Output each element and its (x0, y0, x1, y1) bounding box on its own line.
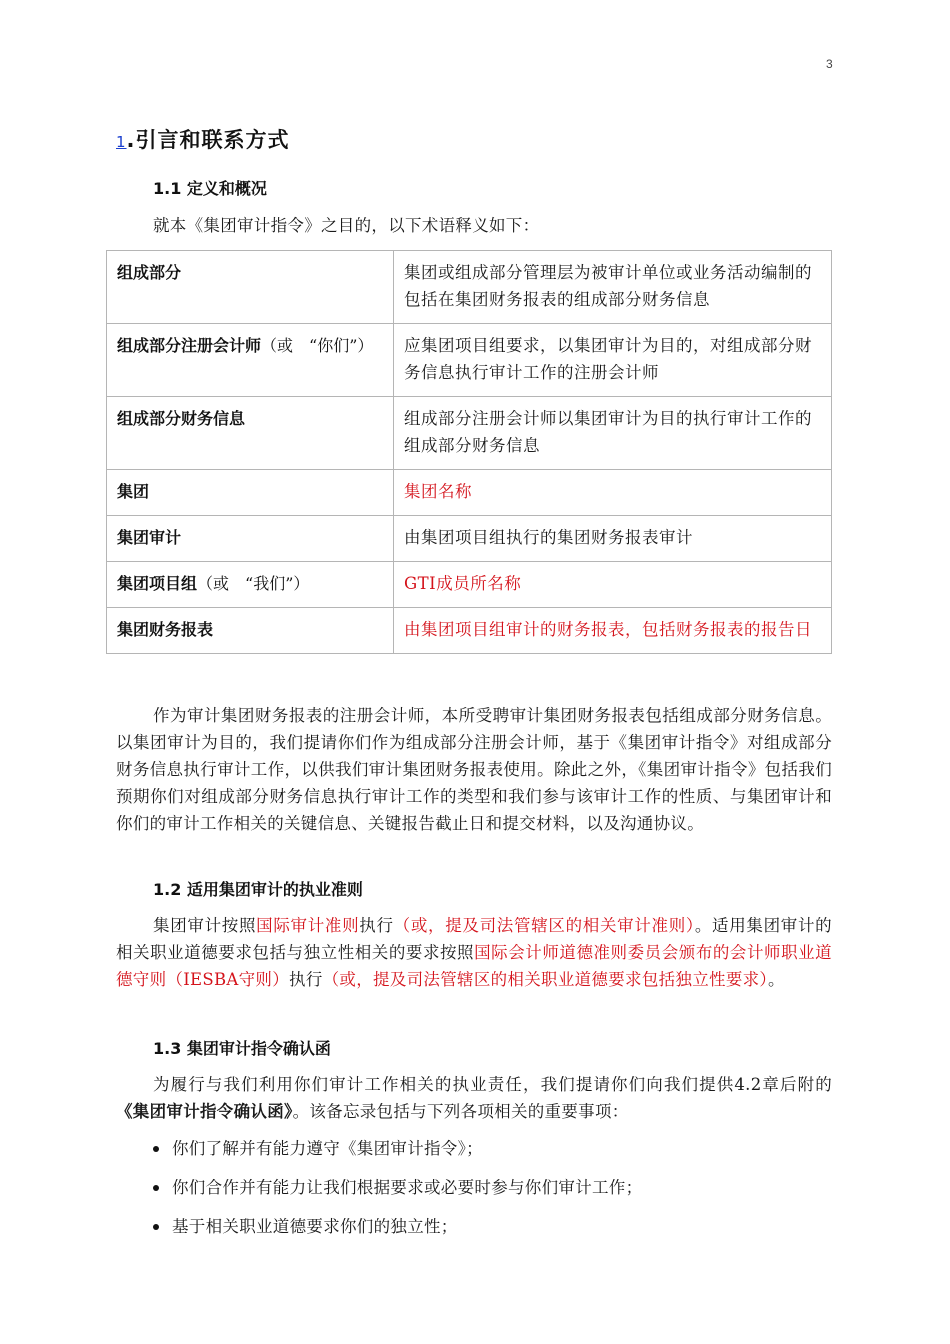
placeholder-text: （或，提及司法管辖区的相关审计准则） (393, 916, 695, 935)
requirements-list (150, 1135, 642, 1252)
page-number: 3 (826, 57, 833, 71)
placeholder-text: 国际审计准则 (256, 916, 360, 935)
text: 。适用集团审计的相关职业道德要求包括与独立性相关的要求按照 (116, 916, 832, 962)
definition-text: 组成部分注册会计师以集团审计为目的执行审计工作的组成部分财务信息 (394, 397, 832, 470)
text: 为履行与我们利用你们审计工作相关的执业责任，我们提请你们向我们提供4.2章后附的 (153, 1075, 832, 1094)
section-1-3-paragraph (116, 1071, 832, 1125)
bullet-icon (153, 1185, 159, 1191)
text: 。 (767, 970, 785, 989)
placeholder-text: 国际会计师道德准则委员会颁布的会计师职业道德守则（IESBA守则） (116, 943, 832, 989)
table-row (107, 251, 832, 324)
table-row (107, 516, 832, 562)
term-text: 集团 (117, 482, 150, 501)
definition-term (107, 397, 394, 470)
section-1-3-heading: 1.3 集团审计指令确认函 (153, 1039, 331, 1058)
text: 执行 (359, 916, 394, 935)
definition-text: GTI成员所名称 (394, 562, 832, 608)
table-row (107, 470, 832, 516)
definition-term (107, 470, 394, 516)
term-text: 集团项目组 (117, 574, 198, 593)
definitions-table (106, 250, 832, 654)
bold-text: 《集团审计指令确认函》 (116, 1102, 293, 1121)
section-1-2-heading: 1.2 适用集团审计的执业准则 (153, 880, 363, 899)
table-row (107, 397, 832, 470)
section-1-1-heading: 1.1 定义和概况 (153, 179, 267, 198)
text: 。该备忘录包括与下列各项相关的重要事项： (292, 1102, 629, 1121)
definition-text: 应集团项目组要求，以集团审计为目的，对组成部分财务信息执行审计工作的注册会计师 (394, 324, 832, 397)
definition-term (107, 516, 394, 562)
bullet-icon (153, 1224, 159, 1230)
section-1-1-intro: 就本《集团审计指令》之目的，以下术语释义如下： (153, 216, 540, 235)
definition-text: 集团名称 (394, 470, 832, 516)
term-text: 组成部分注册会计师 (117, 336, 262, 355)
term-text: 组成部分 (117, 263, 182, 282)
list-item-text: 你们了解并有能力遵守《集团审计指令》； (172, 1139, 483, 1158)
definition-text: 由集团项目组执行的集团财务报表审计 (394, 516, 832, 562)
term-text: 集团审计 (117, 528, 182, 547)
text: 执行 (289, 970, 323, 989)
definition-term (107, 324, 394, 397)
term-text: 集团财务报表 (117, 620, 214, 639)
table-row (107, 562, 832, 608)
section-1-title: .引言和联系方式 (126, 128, 290, 152)
definition-term (107, 251, 394, 324)
definition-term (107, 562, 394, 608)
table-row (107, 324, 832, 397)
section-1-2-paragraph (116, 912, 832, 993)
section-1-heading (116, 124, 290, 154)
list-item (150, 1213, 642, 1252)
placeholder-text: （或，提及司法管辖区的相关职业道德要求包括独立性要求） (322, 970, 768, 989)
list-item (150, 1174, 642, 1213)
list-item (150, 1135, 642, 1174)
definition-text: 由集团项目组审计的财务报表，包括财务报表的报告日 (394, 608, 832, 654)
term-note: （或 “你们”） (261, 336, 374, 355)
section-1-number-link[interactable]: 1 (116, 133, 127, 151)
table-row (107, 608, 832, 654)
term-text: 组成部分财务信息 (117, 409, 246, 428)
definition-text: 集团或组成部分管理层为被审计单位或业务活动编制的包括在集团财务报表的组成部分财务信息 (394, 251, 832, 324)
text: 集团审计按照 (153, 916, 257, 935)
list-item-text: 你们合作并有能力让我们根据要求或必要时参与你们审计工作； (172, 1178, 643, 1197)
paragraph-engagement: 作为审计集团财务报表的注册会计师，本所受聘审计集团财务报表包括组成部分财务信息。以集团审计为目的，我们提请你们作为组成部分注册会计师，基于《集团审计指令》对组成部分财务信息执行审计工作，以供我们审计集团财务报表使用。除此之外，《集团审计指令》包括我们预期你们对组成部分财务信息执行审计工作的类型和我们参与该审计工作的性质、与集团审计和你们的审计工作相关的关键信息、关键报告截止日和提交材料，以及沟通协议。 (116, 706, 832, 833)
definition-term (107, 608, 394, 654)
bullet-icon (153, 1146, 159, 1152)
term-note: （或 “我们”） (197, 574, 310, 593)
list-item-text: 基于相关职业道德要求你们的独立性； (172, 1217, 458, 1236)
